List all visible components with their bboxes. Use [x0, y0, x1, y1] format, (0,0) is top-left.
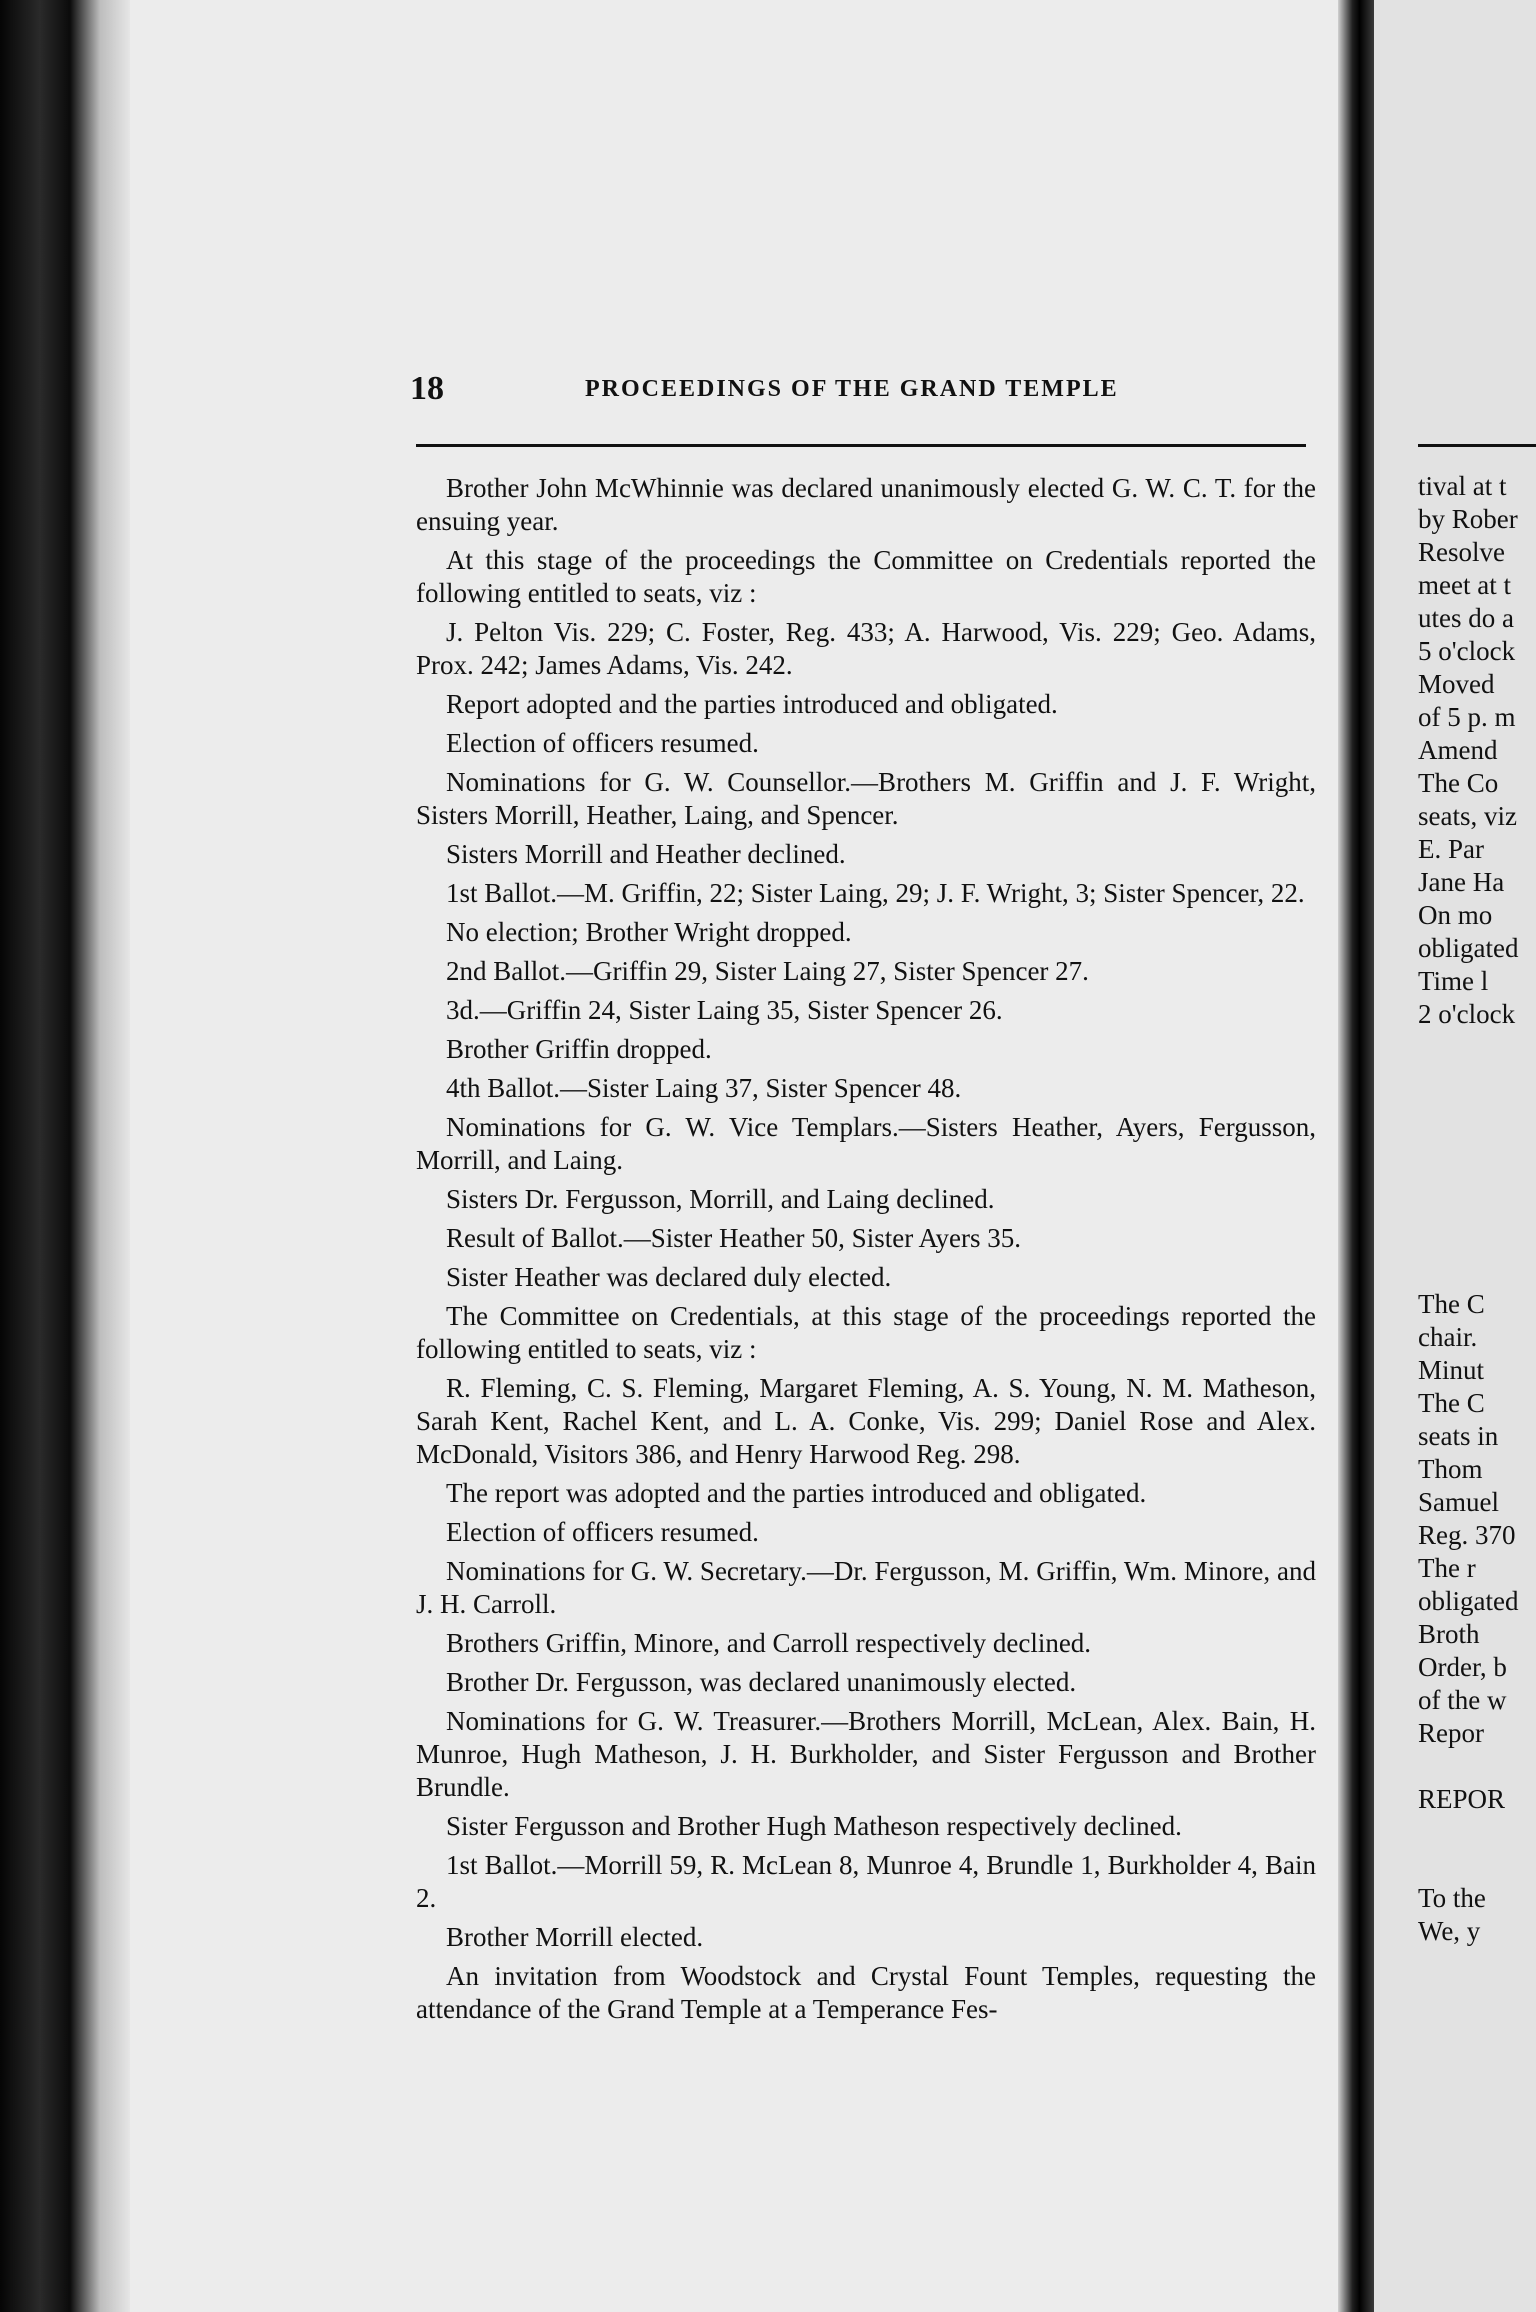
paragraph: Report adopted and the parties introduced and obligated.: [446, 689, 1058, 719]
paragraph: Election of officers resumed.: [446, 1517, 759, 1547]
paragraph: Brother Dr. Fergusson, was declared unanimously elected.: [446, 1667, 1077, 1697]
paragraph: 1st Ballot.—Morrill 59, R. McLean 8, Munroe 4, Brundle 1, Burkholder 4, Bain 2.: [416, 1850, 1316, 1913]
right-page-line: Samuel: [1418, 1487, 1499, 1517]
right-page-line: Order, b: [1418, 1652, 1507, 1682]
right-page-line: Jane Ha: [1418, 867, 1505, 897]
paragraph: Nominations for G. W. Counsellor.—Brothers M. Griffin and J. F. Wright, Sisters Morrill, Heather, Laing, and Spencer.: [416, 767, 1316, 830]
paragraph: The report was adopted and the parties introduced and obligated.: [446, 1478, 1147, 1508]
right-page-text-bottom: [1418, 1288, 1536, 1948]
right-page-line: of the w: [1418, 1685, 1507, 1715]
page-number: 18: [410, 370, 444, 407]
paragraph: Nominations for G. W. Vice Templars.—Sisters Heather, Ayers, Fergusson, Morrill, and Laing.: [416, 1112, 1316, 1175]
right-page-line: REPOR: [1418, 1784, 1506, 1814]
right-page-line: The C: [1418, 1388, 1485, 1418]
paragraph: Sister Fergusson and Brother Hugh Matheson respectively declined.: [446, 1811, 1182, 1841]
paragraph: Brother Morrill elected.: [446, 1922, 704, 1952]
paragraph: Election of officers resumed.: [446, 728, 759, 758]
body-text: [416, 472, 1316, 2032]
scan-edge-left: [0, 0, 130, 2312]
right-page-line: On mo: [1418, 900, 1493, 930]
right-page-rule: [1418, 444, 1536, 447]
paragraph: Sisters Dr. Fergusson, Morrill, and Laing declined.: [446, 1184, 995, 1214]
right-page-line: We, y: [1418, 1916, 1481, 1946]
right-page-line: obligated: [1418, 933, 1519, 963]
paragraph: Nominations for G. W. Treasurer.—Brothers Morrill, McLean, Alex. Bain, H. Munroe, Hugh Matheson, J. H. Burkholder, and Sister Fergusson and Brother Brundle.: [416, 1706, 1316, 1802]
paragraph: Brother Griffin dropped.: [446, 1034, 712, 1064]
paragraph: At this stage of the proceedings the Committee on Credentials reported the following entitled to seats, viz :: [416, 545, 1316, 608]
right-page-line: 5 o'clock: [1418, 636, 1516, 666]
right-page-line: Repor: [1418, 1718, 1484, 1748]
paragraph: An invitation from Woodstock and Crystal Fount Temples, requesting the attendance of the Grand Temple at a Temperance Fes-: [416, 1961, 1316, 2024]
paragraph: Nominations for G. W. Secretary.—Dr. Fergusson, M. Griffin, Wm. Minore, and J. H. Carroll.: [416, 1556, 1316, 1619]
paragraph: Sister Heather was declared duly elected.: [446, 1262, 892, 1292]
paragraph: 3d.—Griffin 24, Sister Laing 35, Sister Spencer 26.: [446, 995, 1003, 1025]
right-page-line: Broth: [1418, 1619, 1480, 1649]
paragraph: Brothers Griffin, Minore, and Carroll respectively declined.: [446, 1628, 1092, 1658]
paragraph: No election; Brother Wright dropped.: [446, 917, 852, 947]
right-page-line: tival at t: [1418, 471, 1507, 501]
paragraph: The Committee on Credentials, at this stage of the proceedings reported the following entitled to seats, viz :: [416, 1301, 1316, 1364]
right-page-line: E. Par: [1418, 834, 1484, 864]
right-page: [1374, 0, 1536, 2312]
running-head: PROCEEDINGS OF THE GRAND TEMPLE: [585, 376, 1119, 402]
paragraph: 1st Ballot.—M. Griffin, 22; Sister Laing, 29; J. F. Wright, 3; Sister Spencer, 22.: [446, 878, 1305, 908]
right-page-text-top: [1418, 470, 1536, 1031]
right-page-line: The C: [1418, 1289, 1485, 1319]
right-page-line: [1418, 1750, 1536, 1783]
right-page-line: The r: [1418, 1553, 1476, 1583]
right-page-line: utes do a: [1418, 603, 1514, 633]
right-page-line: meet at t: [1418, 570, 1511, 600]
right-page-line: by Rober: [1418, 504, 1518, 534]
right-page-line: [1418, 1849, 1536, 1882]
right-page-line: The Co: [1418, 768, 1499, 798]
header-rule: [416, 444, 1306, 447]
paragraph: 4th Ballot.—Sister Laing 37, Sister Spencer 48.: [446, 1073, 962, 1103]
right-page-line: Reg. 370: [1418, 1520, 1516, 1550]
right-page-line: To the: [1418, 1883, 1486, 1913]
right-page-line: Amend: [1418, 735, 1498, 765]
page-header: [410, 370, 1310, 420]
right-page-line: Time l: [1418, 966, 1489, 996]
right-page-line: seats in: [1418, 1421, 1499, 1451]
right-page-line: 2 o'clock: [1418, 999, 1516, 1029]
right-page-line: chair.: [1418, 1322, 1478, 1352]
paragraph: 2nd Ballot.—Griffin 29, Sister Laing 27, Sister Spencer 27.: [446, 956, 1089, 986]
right-page-line: Moved: [1418, 669, 1495, 699]
paragraph: Sisters Morrill and Heather declined.: [446, 839, 846, 869]
paragraph: J. Pelton Vis. 229; C. Foster, Reg. 433; A. Harwood, Vis. 229; Geo. Adams, Prox. 242; James Adams, Vis. 242.: [416, 617, 1316, 680]
right-page-line: seats, viz: [1418, 801, 1517, 831]
right-page-line: of 5 p. m: [1418, 702, 1516, 732]
paragraph: R. Fleming, C. S. Fleming, Margaret Fleming, A. S. Young, N. M. Matheson, Sarah Kent, Rachel Kent, and L. A. Conke, Vis. 299; Daniel Rose and Alex. McDonald, Visitors 386, and Henry Harwood Reg. 298.: [416, 1373, 1316, 1469]
right-page-line: Resolve: [1418, 537, 1505, 567]
right-page-line: Minut: [1418, 1355, 1485, 1385]
book-gutter: [1338, 0, 1374, 2312]
paragraph: Brother John McWhinnie was declared unanimously elected G. W. C. T. for the ensuing year.: [416, 473, 1316, 536]
right-page-line: obligated: [1418, 1586, 1519, 1616]
right-page-line: [1418, 1816, 1536, 1849]
paragraph: Result of Ballot.—Sister Heather 50, Sister Ayers 35.: [446, 1223, 1021, 1253]
right-page-line: Thom: [1418, 1454, 1483, 1484]
